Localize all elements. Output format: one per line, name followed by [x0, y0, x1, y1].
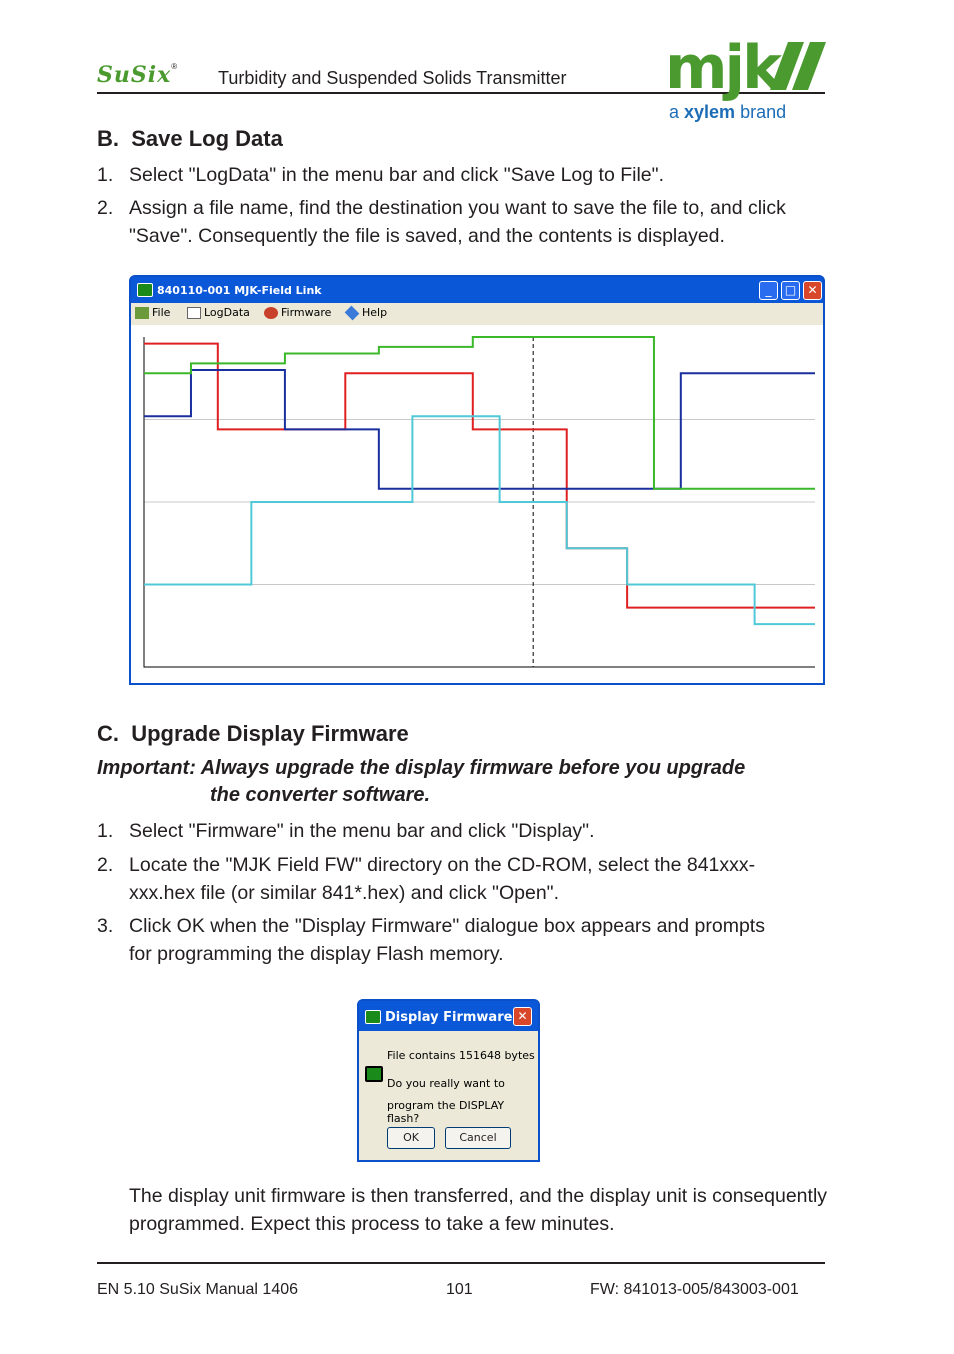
- menu-firmware[interactable]: [264, 306, 331, 319]
- section-b-heading: B. Save Log Data: [97, 126, 283, 151]
- menu-firmware-label: Firmware: [281, 306, 332, 319]
- menu-logdata[interactable]: [187, 306, 250, 319]
- file-icon: [135, 307, 149, 319]
- series-line-2: [144, 337, 815, 489]
- step-text: Assign a file name, find the destination you want to save the file to, and click "Save". Consequently the file is saved, and the contents is displayed.: [129, 197, 786, 247]
- menu-file-label: File: [152, 306, 171, 319]
- tagline: [669, 102, 786, 123]
- step-b2: [97, 194, 827, 250]
- app-icon: [137, 283, 153, 297]
- dialog-app-icon: [365, 1010, 381, 1024]
- mjk-logo: mjk: [665, 33, 779, 103]
- tagline-a: a: [669, 102, 685, 122]
- step-text: Click OK when the "Display Firmware" dialogue box appears and prompts for programming the display Flash memory.: [129, 915, 765, 965]
- step-text: Select "LogData" in the menu bar and click "Save Log to File".: [129, 164, 664, 186]
- ok-button[interactable]: OK: [387, 1127, 435, 1149]
- closing-paragraph: The display unit firmware is then transferred, and the display unit is consequently programmed. Expect this process to take a few minutes.: [129, 1185, 828, 1235]
- firmware-icon: [264, 307, 278, 319]
- tagline-brand: brand: [735, 102, 787, 122]
- step-text: Select "Firmware" in the menu bar and click "Display".: [129, 820, 595, 842]
- step-number: 1.: [97, 164, 114, 186]
- display-firmware-dialog: [357, 999, 540, 1162]
- step-c2: [97, 851, 827, 907]
- series-line-0: [144, 344, 815, 608]
- step-number: 3.: [97, 915, 114, 937]
- dialog-close-button[interactable]: ✕: [513, 1007, 532, 1026]
- brand-logo: SuSix: [97, 62, 172, 88]
- logo-slashes-icon: [770, 42, 828, 92]
- step-number: 2.: [97, 197, 114, 219]
- menu-file[interactable]: [135, 306, 170, 319]
- step-number: 1.: [97, 820, 114, 842]
- important-note-line1: Important: Always upgrade the display firmware before you upgrade: [97, 757, 746, 779]
- series-line-3: [144, 416, 815, 624]
- step-b1: [97, 161, 827, 189]
- menu-logdata-label: LogData: [204, 306, 250, 319]
- cancel-button[interactable]: Cancel: [445, 1127, 511, 1149]
- window-titlebar: [131, 277, 823, 303]
- step-c1: [97, 817, 827, 845]
- help-icon: [345, 305, 360, 320]
- app-window: [129, 275, 825, 685]
- dialog-line1: File contains 151648 bytes: [387, 1049, 535, 1062]
- logdata-icon: [187, 307, 201, 319]
- menu-bar: [131, 303, 823, 325]
- footer-rule: [97, 1262, 825, 1264]
- window-title: 840110-001 MJK-Field Link: [157, 284, 322, 297]
- dialog-title: Display Firmware: [385, 1010, 513, 1025]
- chart-area: [131, 325, 823, 683]
- footer-left: EN 5.10 SuSix Manual 1406: [97, 1281, 299, 1298]
- menu-help-label: Help: [362, 306, 388, 319]
- section-c-heading: C. Upgrade Display Firmware: [97, 721, 409, 746]
- dialog-app-icon-large: [365, 1066, 383, 1082]
- dialog-line2: Do you really want to: [387, 1077, 505, 1090]
- registered-mark: ®: [171, 62, 178, 71]
- maximize-button[interactable]: □: [781, 281, 800, 300]
- menu-help[interactable]: [345, 306, 387, 319]
- tagline-xylem: xylem: [684, 102, 736, 122]
- important-note-line2: the converter software.: [210, 784, 431, 806]
- close-button[interactable]: ✕: [803, 281, 822, 300]
- header-title: Turbidity and Suspended Solids Transmitter: [218, 68, 567, 88]
- header-brand: [97, 62, 177, 88]
- minimize-button[interactable]: _: [759, 281, 778, 300]
- log-chart: [131, 325, 823, 683]
- dialog-line3: program the DISPLAY flash?: [387, 1099, 505, 1125]
- step-number: 2.: [97, 854, 114, 876]
- dialog-titlebar: [359, 1001, 538, 1031]
- step-c3: [97, 912, 827, 968]
- page-number: 101: [446, 1281, 473, 1298]
- step-text: Locate the "MJK Field FW" directory on the CD-ROM, select the 841xxx-xxx.hex file (or similar 841*.hex) and click "Open".: [129, 854, 756, 904]
- footer-right: FW: 841013-005/843003-001: [590, 1281, 799, 1298]
